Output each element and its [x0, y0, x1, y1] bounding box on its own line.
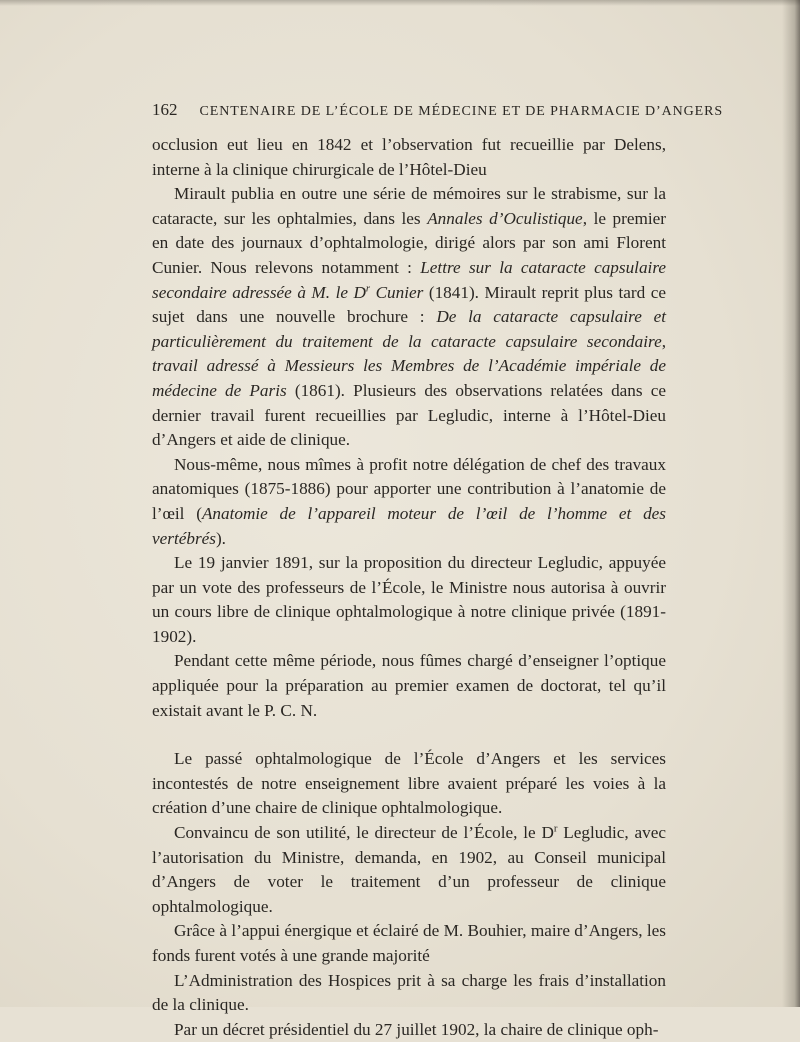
paragraph-p10: [152, 1018, 666, 1042]
text-run: , le premier en date des journaux d’ophtalmologie, dirigé alors par son ami Florent Cunier. Nous relevons notamment :: [152, 208, 666, 277]
italic-text: Annales d’Oculistique: [427, 208, 583, 228]
paragraph-p5: [152, 649, 666, 723]
text-run: Le passé ophtalmologique de l’École d’Angers et les services incontestés de notre enseignement libre avaient préparé les voies à la création d’une chaire de clinique ophtalmologique.: [152, 749, 666, 818]
italic-text: De la cataracte capsulaire et particulièrement du traitement de la cataracte capsulaire secondaire: [152, 307, 666, 351]
binding-shadow: [782, 0, 800, 1007]
text-run: Convaincu de son utilité, le directeur de l’École, le D: [174, 823, 554, 843]
running-header: [152, 100, 724, 122]
italic-text: r: [365, 282, 371, 294]
paragraph-p4: [152, 551, 666, 649]
paragraph-p7: [152, 821, 666, 919]
text-run: (1861). Plusieurs des observations relatées dans ce dernier travail furent recueillies par Legludic, interne à l’Hôtel-Dieu d’Angers et aide de clinique.: [152, 380, 666, 450]
text-run: ,: [661, 331, 666, 351]
text-run: Le 19 janvier 1891, sur la proposition du directeur Legludic, appuyée par un vote des professeurs de l’École, le Ministre nous autorisa à ouvrir un cours libre de clinique ophtalmologique à notre clinique privée (1891-1902).: [152, 553, 666, 646]
text-run: Nous-même, nous mîmes à profit notre délégation de chef des travaux anatomiques (1875-1886) pour apporter une contribution à l’anatomie de l’œil (: [152, 454, 666, 523]
body-text: [152, 133, 666, 1042]
text-run: Mirault publia en outre une série de mémoires sur le strabisme, sur la cataracte, sur les ophtalmies, dans les: [152, 184, 666, 228]
text-run: Legludic, avec l’autorisation du Ministre, demanda, en 1902, au Conseil municipal d’Angers de voter le traitement d’un professeur de clinique ophtalmologique.: [152, 823, 666, 916]
paragraph-p9: [152, 969, 666, 1018]
italic-text: travail adressé à Messieurs les Membres de l’Académie impériale de médecine de Paris: [152, 356, 666, 400]
paragraph-p2: [152, 182, 666, 453]
text-run: Par un décret présidentiel du 27 juillet 1902, la chaire de clinique oph-: [174, 1019, 659, 1039]
running-title: CENTENAIRE DE L’ÉCOLE DE MÉDECINE ET DE PHARMACIE D’ANGERS: [199, 104, 724, 119]
text-run: Grâce à l’appui énergique et éclairé de M. Bouhier, maire d’Angers, les fonds furent votés à une grande majorité: [152, 921, 666, 965]
italic-text: Cunier: [370, 282, 424, 302]
paragraph-p1: [152, 133, 666, 182]
italic-text: Lettre sur la cataracte capsulaire secondaire adressée à M. le D: [152, 257, 667, 302]
text-run: ).: [215, 528, 226, 548]
text-run: occlusion eut lieu en 1842 et l’observation fut recueillie par Delens, interne à la clinique chirurgicale de l’Hôtel-Dieu: [152, 135, 666, 179]
superscript-text: r: [553, 823, 558, 835]
paragraph-p6: [152, 747, 666, 821]
paragraph-p8: [152, 919, 666, 968]
text-run: (1841). Mirault reprit plus tard ce sujet dans une nouvelle brochure :: [152, 282, 666, 327]
italic-text: Anatomie de l’appareil moteur de l’œil de l’homme et des vertébrés: [152, 503, 666, 548]
scan-top-edge: [0, 0, 800, 6]
text-run: L’Administration des Hospices prit à sa charge les frais d’installation de la clinique.: [152, 970, 666, 1015]
page-number: 162: [152, 100, 178, 119]
paragraph-p3: [152, 453, 666, 551]
text-run: Pendant cette même période, nous fûmes chargé d’enseigner l’optique appliquée pour la préparation au premier examen de doctorat, tel qu’il existait avant le P. C. N.: [152, 651, 666, 720]
